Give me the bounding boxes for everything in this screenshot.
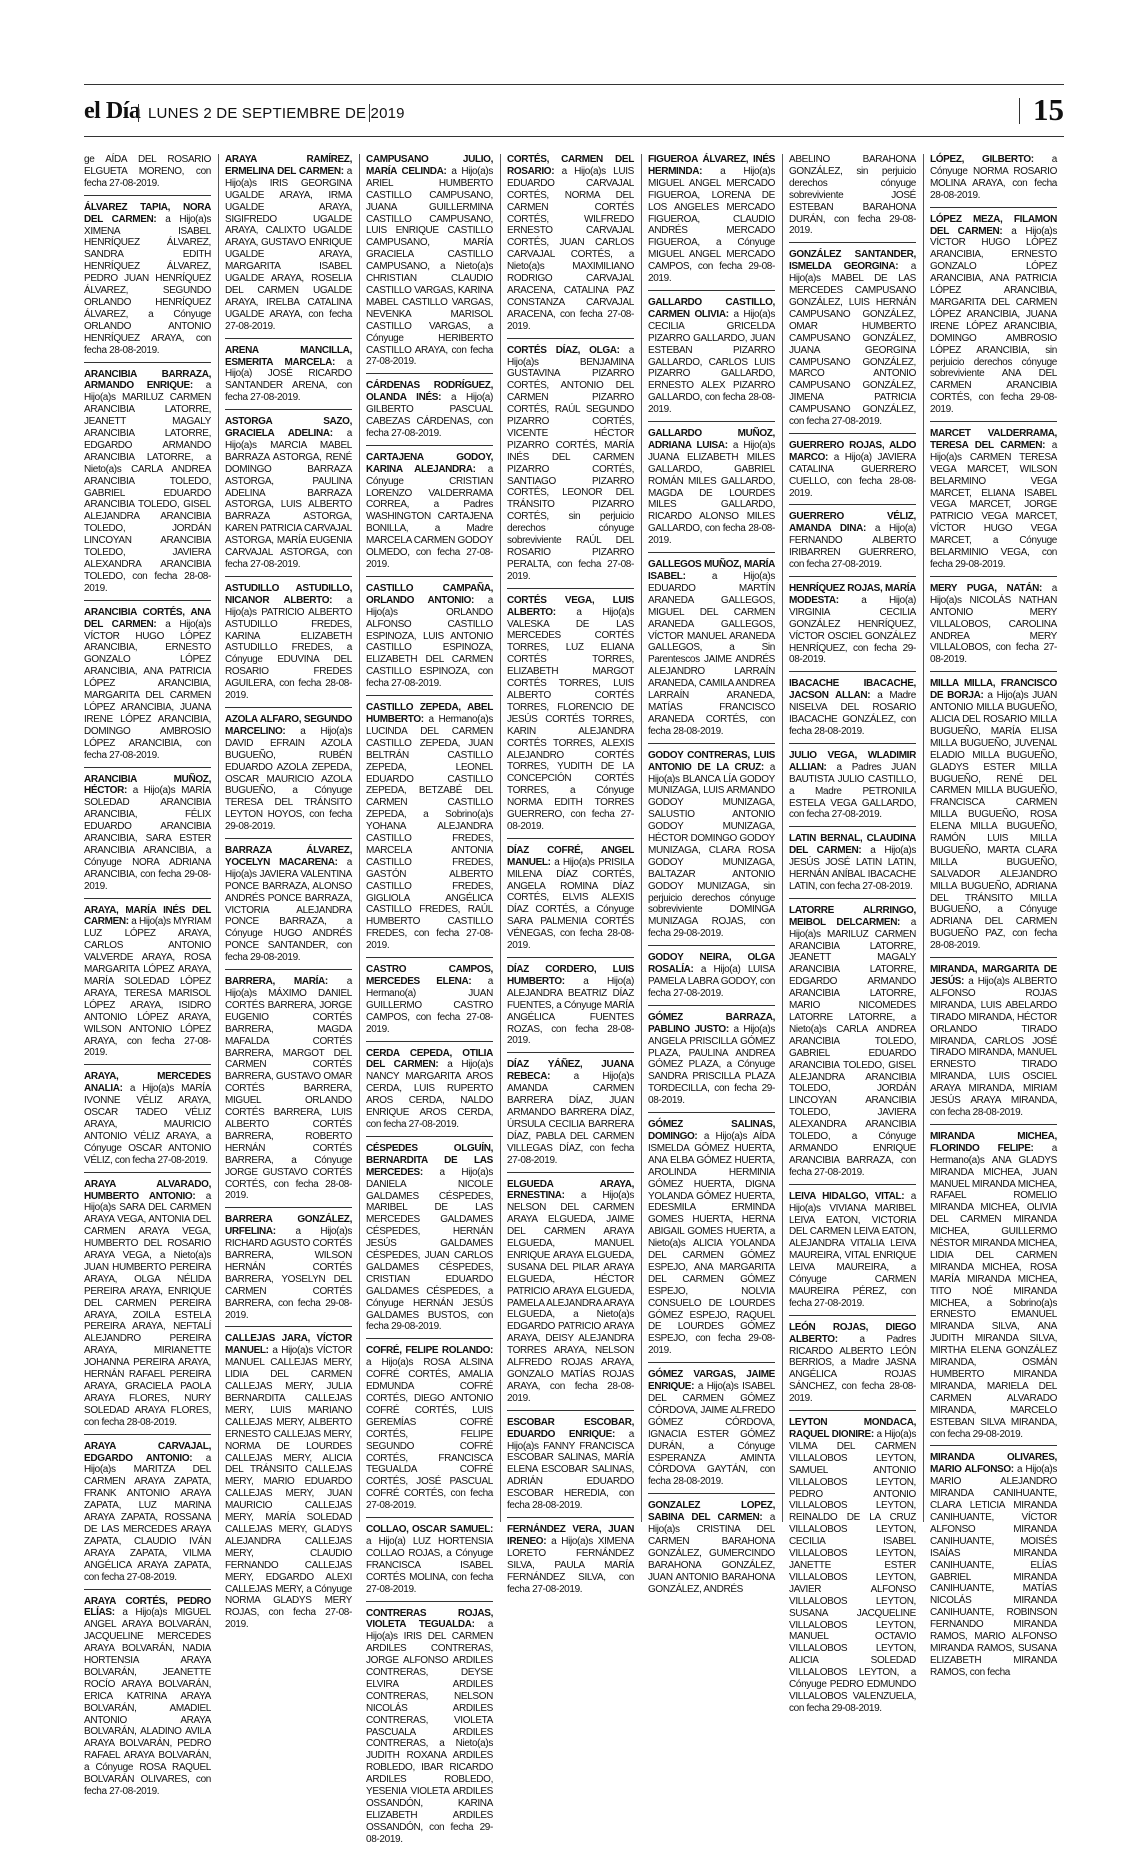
- death-notice: [930, 428, 1057, 577]
- deceased-name: CONTRERAS ROJAS, VIOLETA TEGUALDA:: [366, 1607, 493, 1631]
- heirs-text: a Hijo(a)s EDUARDO MARTÍN ARANEDA GALLEGOS, MIGUEL DEL CARMEN ARANEDA GALLEGOS, VÍCTOR MANUEL ARANEDA GALLEGOS, a Sin Parentescos JAIME ANDRÉS ALEJANDRO LARRAÍN ARANEDA, CAMILA ANDREA LARRAÍN ARANEDA, MATÍAS FRANCISCO ARANEDA CORTÉS, con fecha 28-08-2019.: [648, 571, 775, 737]
- death-notice: [84, 1596, 211, 1803]
- death-notice: [84, 154, 211, 196]
- heirs-text: a Hijo(a) LUISA PAMELA LABRA GODOY, con fecha 27-08-2019.: [648, 964, 775, 999]
- heirs-text: a Hijo(a)s MYRIAM LUZ LÓPEZ ARAYA, CARLOS ANTONIO VALVERDE ARAYA, ROSA MARGARITA LÓPEZ ARAYA, MARÍA SOLEDAD LÓPEZ ARAYA, TERESA MARISOL LÓPEZ ARAYA, ISIDRO ANTONIO LÓPEZ ARAYA, WILSON ANTONIO LÓPEZ ARAYA, con fecha 27-08-2019.: [84, 916, 211, 1059]
- deceased-name: MILLA MILLA, FRANCISCO DE BORJA:: [930, 678, 1057, 702]
- deceased-name: BARRAZA ÁLVAREZ, YOCELYN MACARENA:: [225, 845, 352, 868]
- deceased-name: MIRANDA MICHEA, FLORINDO FELIPE:: [930, 1130, 1057, 1154]
- heirs-text: a Hijo(a)s VÍCTOR MANUEL CALLEJAS MERY, LIDIA DEL CARMEN CALLEJAS MERY, JULIA BERNARDITA CALLEJAS MERY, LUIS MARIANO CALLEJAS MERY, ALBERTO ERNESTO CALLEJAS MERY, NORMA DE LOURDES CALLEJAS MERY, ALICIA DEL TRÁNSITO CALLEJAS MERY, MARIO EDUARDO CALLEJAS MERY, JUAN MAURICIO CALLEJAS MERY, MARÍA SOLEDAD CALLEJAS MERY, GLADYS ALEJANDRA CALLEJAS MERY, CLAUDIO FERNANDO CALLEJAS MERY, EDGARDO ALEXI CALLEJAS MERY, a Cónyuge NORMA GLADYS MERY ROJAS, con fecha 27-08-2019.: [225, 1345, 353, 1631]
- deceased-name: FERNÁNDEZ VERA, JUAN IRENEO:: [507, 1523, 634, 1547]
- deceased-name: GONZÁLEZ SANTANDER, ISMELDA GEORGINA:: [789, 249, 916, 273]
- death-notice: [225, 845, 352, 970]
- death-notice: [225, 154, 352, 339]
- heirs-text: a Hijo(a)s PRISILA MILENA DÍAZ CORTÉS, ANGELA ROMINA DÍAZ CORTÉS, ELVIS ALEXIS DÍAZ CORTÉS, a Cónyuge SARA PALMENIA CORTÉS VÉNEGAS, con fecha 28-08-2019.: [507, 856, 634, 952]
- column-2: [225, 154, 353, 1631]
- death-notice: [366, 1524, 493, 1601]
- death-notice: [648, 559, 775, 744]
- death-notice: [366, 964, 493, 1041]
- heirs-text: a Hijo(a)s VILMA DEL CARMEN VILLALOBOS LEYTON, SAMUEL ANTONIO VILLALOBOS LEYTON, PEDRO ANTONIO VILLALOBOS LEYTON, REINALDO DE LA CRUZ VILLALOBOS LEYTON, CECILIA ISABEL VILLALOBOS LEYTON, JANETTE ESTER VILLALOBOS LEYTON, JAVIER ALFONSO VILLALOBOS LEYTON, SUSANA JACQUELINE VILLALOBOS LEYTON, MANUEL OCTAVIO VILLALOBOS LEYTON, ALICIA SOLEDAD VILLALOBOS LEYTON, a Cónyuge PEDRO EDMUNDO VILLALOBOS VALENZUELA, con fecha 29-08-2019.: [789, 1429, 917, 1714]
- deceased-name: LEIVA HIDALGO, VITAL:: [789, 1190, 905, 1202]
- death-notice: [507, 154, 634, 339]
- deceased-name: ELGUEDA ARAYA, ERNESTINA:: [507, 1178, 634, 1202]
- heirs-text: a Hijo(a)s DANIELA NICOLE GALDAMES CÉSPEDES, MARIBEL DE LAS MERCEDES GALDAMES CÉSPEDES, HERNÁN JESÚS GALDAMES CÉSPEDES, JUAN CARLOS GALDAMES CÉSPEDES, CRISTIAN EDUARDO GALDAMES CÉSPEDES, a Cónyuge HERNÁN JESÚS GALDAMES BUSTOS, con fecha 29-08-2019.: [366, 1166, 493, 1333]
- death-notice: [366, 702, 493, 958]
- column-divider: [500, 154, 501, 1522]
- death-notice: [789, 583, 916, 672]
- column-divider: [782, 154, 783, 1522]
- deceased-name: ÁLVAREZ TAPIA, NORA DEL CARMEN:: [84, 201, 211, 225]
- deceased-name: CASTILLO CAMPAÑA, ORLANDO ANTONIO:: [366, 582, 493, 606]
- deceased-name: LATORRE ALRRINGO, MEIBOL DELCARMEN:: [789, 904, 916, 928]
- heirs-text: a Hijo(a)s FANNY FRANCISCA ESCOBAR SALINAS, MARÍA ELENA ESCOBAR SALINAS, ADRIÁN EDUARDO ESCOBAR HEREDIA, con fecha 28-08-2019.: [507, 1428, 634, 1512]
- heirs-text: a Hijo(a)s ROSA ALSINA COFRÉ CORTÉS, AMALIA EDMUNDA COFRÉ CORTÉS, DIEGO ANTONIO COFRÉ CORTÉS, LUIS GEREMÍAS COFRÉ CORTÉS, FELIPE SEGUNDO COFRÉ CORTÉS, FRANCISCA TEGUALDA COFRÉ CORTÉS, JOSÉ PASCUAL COFRÉ CORTÉS, con fecha 27-08-2019.: [366, 1357, 493, 1512]
- heirs-text: a Hijo(a)s JESÚS JOSÉ LATIN LATIN, HERNÁN ANÍBAL IBACACHE LATIN, con fecha 27-08-2019.: [789, 845, 917, 892]
- deceased-name: MERY PUGA, NATÁN:: [930, 582, 1042, 594]
- heirs-text: a Hijo(a)s MARIO ALEJANDRO MIRANDA CANIHUANTE, CLARA LETICIA MIRANDA CANIHUANTE, VÍCTOR ALFONSO MIRANDA CANIHUANTE, MOISÉS ISAÍAS MIRANDA CANIHUANTE, ELÍAS GABRIEL MIRANDA CANIHUANTE, MATÍAS NICOLÁS MIRANDA CANIHUANTE, ROBINSON FERNANDO MIRANDA RAMOS, MARIO ALFONSO MIRANDA RAMOS, SUSANA ELIZABETH MIRANDA RAMOS, con fecha: [930, 1464, 1057, 1678]
- death-notice: [789, 905, 916, 1185]
- column-divider: [359, 154, 360, 1522]
- deceased-name: ASTORGA SAZO, GRACIELA ADELINA:: [225, 416, 352, 440]
- heirs-text: a Hijo(a)s MARILUZ CARMEN ARANCIBIA LATORRE, JEANETT MAGALY ARANCIBIA LATORRE, EDGARDO ARMANDO ARANCIBIA LATORRE, MARIO NICOMEDES LATORRE LATORRE, a Nieto(a)s CARLA ANDREA ARANCIBIA TOLEDO, GABRIEL EDUARDO ARANCIBIA TOLEDO, GISEL ALEJANDRA ARANCIBIA TOLEDO, JORDÁN LINCOYAN ARANCIBIA TOLEDO, JAVIERA ALEXANDRA ARANCIBIA TOLEDO, a Cónyuge ARMANDO ENRIQUE ARANCIBIA BARRAZA, con fecha 27-08-2019.: [789, 916, 916, 1178]
- deceased-name: GÓMEZ BARRAZA, PABLINO JUSTO:: [648, 1011, 775, 1035]
- deceased-name: MIRANDA OLIVARES, MARIO ALFONSO:: [930, 1452, 1057, 1476]
- deceased-name: MIRANDA, MARGARITA DE JESÚS:: [930, 964, 1057, 987]
- deceased-name: HENRÍQUEZ ROJAS, MARÍA MODESTA:: [789, 583, 916, 606]
- death-notice: [789, 440, 916, 506]
- deceased-name: MARCET VALDERRAMA, TERESA DEL CARMEN:: [930, 428, 1057, 451]
- death-notice: [507, 1059, 634, 1172]
- death-notice: [930, 214, 1057, 422]
- death-notice: [225, 714, 352, 839]
- deceased-name: ARANCIBIA MUÑOZ, HÉCTOR:: [84, 773, 211, 797]
- heirs-text: a Hijo(a)s PATRICIO ALBERTO ASTUDILLO FREDES, KARINA ELIZABETH ASTUDILLO FREDES, a Cónyuge EDUVINA DEL ROSARIO FREDES AGUILERA, con fecha 28-08-2019.: [225, 594, 352, 702]
- death-notice: [648, 1119, 775, 1363]
- death-notice: [648, 154, 775, 291]
- death-notice: [507, 1524, 634, 1600]
- deceased-name: LEYTON MONDACA, RAQUEL DIONIRE:: [789, 1417, 916, 1440]
- deceased-name: CARTAJENA GODOY, KARINA ALEJANDRA:: [366, 451, 493, 475]
- heirs-text: a Hermano(a) JUAN GUILLERMO CASTRO CAMPOS, con fecha 27-08-2019.: [366, 976, 493, 1035]
- death-notice: [225, 345, 352, 411]
- death-notice: [648, 750, 775, 947]
- death-notice: [789, 511, 916, 577]
- death-notice: [366, 583, 493, 696]
- deceased-name: COLLAO, OSCAR SAMUEL:: [366, 1524, 493, 1536]
- heirs-text: a Hijo(a)s IRIS GEORGINA UGALDE ARAYA, IRMA UGALDE ARAYA, SIGIFREDO UGALDE ARAYA, CALIXTO UGALDE ARAYA, GUSTAVO ENRIQUE UGALDE ARAYA, MARGARITA ISABEL UGALDE ARAYA, ROSELIA DEL CARMEN UGALDE ARAYA, IRELBA CATALINA UGALDE ARAYA, con fecha 27-08-2019.: [225, 165, 352, 332]
- deceased-name: ARAYA CARVAJAL, EDGARDO ANTONIO:: [84, 1440, 211, 1464]
- deceased-name: ARAYA RAMÍREZ, ERMELINA DEL CARMEN:: [225, 154, 352, 177]
- death-notice: [648, 1500, 775, 1600]
- heirs-text: a Cónyuge NORMA ROSARIO MOLINA ARAYA, con fecha 28-08-2019.: [930, 154, 1057, 201]
- death-notice: [366, 1345, 493, 1518]
- heirs-text: a Hijo(a)s NICOLÁS NATHAN ANTONIO MERY VILLALOBOS, CAROLINA ANDREA MERY VILLALOBOS, con fecha 27-08-2019.: [930, 582, 1057, 666]
- heirs-text: a Hijo(a)s MARÍA SOLEDAD ARANCIBIA ARANCIBIA, FÉLIX EDUARDO ARANCIBIA ARANCIBIA, SARA ESTER ARANCIBIA ARANCIBIA, a Cónyuge NORA ADRIANA ARANCIBIA, con fecha 29-08-2019.: [84, 785, 211, 892]
- deceased-name: ARANCIBIA BARRAZA, ARMANDO ENRIQUE:: [84, 368, 211, 392]
- heirs-text: a Hijo(a)s MARITZA DEL CARMEN ARAYA ZAPATA, FRANK ANTONIO ARAYA ZAPATA, LUZ MARINA ARAYA ZAPATA, ROSSANA DE LAS MERCEDES ARAYA ZAPATA, CLAUDIO IVÁN ARAYA ZAPATA, VILMA ANGÉLICA ARAYA ZAPATA, con fecha 27-08-2019.: [84, 1452, 211, 1583]
- heirs-text: a Hijo(a)s NELSON DEL CARMEN ARAYA ELGUEDA, JAIME DEL CARMEN ARAYA ELGUEDA, MANUEL ENRIQUE ARAYA ELGUEDA, SUSANA DEL PILAR ARAYA ELGUEDA, HÉCTOR PATRICIO ARAYA ELGUEDA, PAMELA ALEJANDRA ARAYA ELGUEDA, a Nieto(a)s EDGARDO PATRICIO ARAYA ARAYA, DEISY ALEJANDRA TORRES ARAYA, NELSON ALFREDO ROJAS ARAYA, GONZALO MATÍAS ROJAS ARAYA, con fecha 28-08-2019.: [507, 1190, 634, 1404]
- heirs-text: a Hijo(a)s CECILIA GRICELDA PIZARRO GALLARDO, JUAN ESTEBAN PIZARRO GALLARDO, CARLOS LUIS PIZARRO GALLARDO, ERNESTO ALEX PIZARRO GALLARDO, con fecha 28-08-2019.: [648, 308, 776, 416]
- death-notice: [648, 952, 775, 1006]
- death-notice: [930, 1452, 1057, 1683]
- deceased-name: GUERRERO ROJAS, ALDO MARCO:: [789, 439, 916, 463]
- deceased-name: CALLEJAS JARA, VÍCTOR MANUEL:: [225, 1333, 352, 1357]
- death-notice: [507, 1417, 634, 1518]
- heirs-text: a Hijo(a)s IRIS DEL CARMEN ARDILES CONTRERAS, JORGE ALFONSO ARDILES CONTRERAS, DEYSE ELVIRA ARDILES CONTRERAS, NELSON NICOLÁS ARDILES CONTRERAS, VIOLETA PASCUALA ARDILES CONTRERAS, a Nieto(a)s JUDITH ROXANA ARDILES ROBLEDO, IBAR RICARDO ARDILES ROBLEDO, YESENIA VIOLETA ARDILES OSSANDÓN, KARINA ELIZABETH ARDILES OSSANDÓN, con fecha 29-08-2019.: [366, 1619, 493, 1845]
- deceased-name: ARENA MANCILLA, ESMERITA MARCELA:: [225, 344, 352, 368]
- death-notice: [84, 369, 211, 601]
- deceased-name: CÉSPEDES OLGUÍN, BERNARDITA DE LAS MERCEDES:: [366, 1142, 493, 1178]
- death-notice: [648, 1012, 775, 1113]
- heirs-text: a Hijo(a)s JUAN ANTONIO MILLA BUGUEÑO, ALICIA DEL ROSARIO MILLA BUGUEÑO, MARÍA ELISA MILLA BUGUEÑO, JUVENAL ELADIO MILLA BUGUEÑO, GLADYS ESTER MILLA BUGUEÑO, RENÉ DEL CARMEN MILLA BUGUEÑO, FRANCISCA CARMEN MILLA BUGUEÑO, ROSA ELENA MILLA BUGUEÑO, RAMÓN LUIS MILLA BUGUEÑO, MARTA CLARA MILLA BUGUEÑO, SALVADOR ALEJANDRO MILLA BUGUEÑO, ADRIANA DEL TRÁNSITO MILLA BUGUEÑO, a Cónyuge ADRIANA DEL CARMEN BUGUEÑO PAZ, con fecha 28-08-2019.: [930, 690, 1057, 952]
- death-notice: [507, 345, 634, 589]
- header-divider: [369, 104, 370, 122]
- heirs-text: a Hijo(a)s RICHARD AGUSTO CORTÉS BARRERA, WILSON HERNÁN CORTÉS BARRERA, YOSELYN DEL CARMEN CORTÉS BARRERA, con fecha 29-08-2019.: [225, 1226, 352, 1321]
- deceased-name: GÓMEZ SALINAS, DOMINGO:: [648, 1119, 775, 1142]
- heirs-text: a Hijo(a)s VALESKA DE LAS MERCEDES CORTÉS TORRES, LUZ ELIANA CORTÉS TORRES, ELIZABETH MARGOT CORTÉS TORRES, LUIS ALBERTO CORTÉS TORRES, FLORENCIO DE JESÚS CORTÉS TORRES, KARIN ALEJANDRA CORTÉS TORRES, ALEXIS ALEJANDRO CORTÉS TORRES, YUDITH DE LA CONCEPCIÓN CORTÉS TORRES, a Cónyuge NORMA EDITH TORRES GUERRERO, con fecha 27-08-2019.: [507, 606, 634, 832]
- deceased-name: CASTILLO ZEPEDA, ABEL HUMBERTO:: [366, 702, 493, 725]
- death-notice: [789, 1322, 916, 1411]
- death-notice: [648, 1369, 775, 1494]
- death-notice: [366, 1048, 493, 1137]
- death-notice: [648, 297, 775, 422]
- death-notice: [84, 1179, 211, 1435]
- death-notice: [84, 202, 211, 363]
- heirs-text: a Hijo(a)s CARMEN TERESA VEGA MARCET, WILSON BELARMINO VEGA MARCET, ELIANA ISABEL VEGA MARCET, JORGE PATRICIO VEGA MARCET, VÍCTOR HUGO VEGA MARCET, a Cónyuge BELARMINIO VEGA, con fecha 29-08-2019.: [930, 439, 1057, 570]
- deceased-name: CERDA CEPEDA, OTILIA DEL CARMEN:: [366, 1047, 493, 1071]
- heirs-text: a Hijo(a)s MIGUEL ANGEL MERCADO FIGUEROA, LORENA DE LOS ANGELES MERCADO FIGUEROA, CLAUDIO ANDRÉS MERCADO FIGUEROA, a Cónyuge MIGUEL ANGEL MERCADO CAMPOS, con fecha 29-08-2019.: [648, 165, 775, 285]
- death-notice: [225, 583, 352, 708]
- column-6: [789, 154, 917, 1714]
- top-rule: [84, 84, 1064, 85]
- column-1: [84, 154, 212, 1797]
- death-notice: [366, 1608, 493, 1851]
- deceased-name: AZOLA ALFARO, SEGUNDO MARCELINO:: [225, 713, 352, 737]
- heirs-text: a Hijo(a) FERNANDO ALBERTO IRIBARREN GUERRERO, con fecha 27-08-2019.: [789, 523, 916, 571]
- column-3: [366, 154, 494, 1845]
- heirs-text: a Hijo(a) JOSÉ RICARDO SANTANDER ARENA, con fecha 27-08-2019.: [225, 356, 352, 404]
- heirs-text: a Hijo(a)s MÁXIMO DANIEL CORTÉS BARRERA, JORGE EUGENIO CORTÉS BARRERA, MAGDA MAFALDA CORTÉS BARRERA, MARGOT DEL CARMEN CORTÉS BARRERA, GUSTAVO OMAR CORTÉS BARRERA, MIGUEL ORLANDO CORTÉS BARRERA, LUIS ALBERTO CORTÉS BARRERA, ROBERTO HERNÁN CORTÉS BARRERA, a Cónyuge JORGE GUSTAVO CORTÉS CORTÉS, con fecha 28-08-2019.: [225, 976, 352, 1202]
- header-rule: [84, 136, 1064, 137]
- death-notice: [366, 380, 493, 446]
- heirs-text: a Hermano(a)s ANA GLADYS MIRANDA MICHEA, JUAN MANUEL MIRANDA MICHEA, RAFAEL ROMELIO MIRANDA MICHEA, OLIVIA DEL CARMEN MIRANDA MICHEA, GUILLERMO NÉSTOR MIRANDA MICHEA, LIDIA DEL CARMEN MIRANDA MICHEA, ROSA MARÍA MIRANDA MICHEA, TITO NOÉ MIRANDA MICHEA, a Sobrino(a)s ERNESTO EMANUEL MIRANDA SILVA, ANA JUDITH MIRANDA SILVA, MIRTHA ELENA GONZÁLEZ MIRANDA, OSMÁN HUMBERTO MIRANDA MIRANDA, MARIELA DEL CARMEN ALVARADO MIRANDA, MARCELO ESTEBAN SILVA MIRANDA, con fecha 29-08-2019.: [930, 1142, 1057, 1440]
- heirs-text: a Hijo(a)s BENJAMINA GUSTAVINA PIZARRO CORTÉS, ANTONIO DEL CARMEN PIZARRO CORTÉS, RAÚL SEGUNDO PIZARRO CORTÉS, VICENTE HÉCTOR PIZARRO CORTÉS, MARÍA INÉS DEL CARMEN PIZARRO CORTÉS, SANTIAGO PIZARRO CORTÉS, LEONOR DEL TRÁNSITO PIZARRO CORTÉS, sin perjuicio derechos cónyuge sobreviviente RAÚL DEL ROSARIO PIZARRO PERALTA, con fecha 27-08-2019.: [507, 344, 634, 582]
- heirs-text: ABELINO BARAHONA GONZÁLEZ, sin perjuicio derechos cónyuge sobreviviente JOSÉ ESTEBAN BARAHONA DURÁN, con fecha 29-08-2019.: [789, 154, 916, 237]
- heirs-text: a Hijo(a)s ISABEL DEL CARMEN GÓMEZ CÓRDOVA, JAIME ALFREDO GÓMEZ CÓRDOVA, IGNACIA ESTER GÓMEZ DURÁN, a Cónyuge ESPERANZA AMINTA CÓRDOVA GAYTÁN, con fecha 28-08-2019.: [648, 1381, 776, 1488]
- heirs-text: a Hijo(a)s MARÍA IVONNE VÉLIZ ARAYA, OSCAR TADEO VÉLIZ ARAYA, MAURICIO ANTONIO VÉLIZ ARAYA, a Cónyuge OSCAR ANTONIO VÉLIZ, con fecha 27-08-2019.: [84, 1083, 211, 1166]
- heirs-text: a Padres RICARDO ALBERTO LEÓN BERRIOS, a Madre JASNA ANGÉLICA ROJAS SÁNCHEZ, con fecha 28-08-2019.: [789, 1333, 916, 1405]
- death-notice: [930, 964, 1057, 1125]
- deceased-name: LEÓN ROJAS, DIEGO ALBERTO:: [789, 1321, 916, 1345]
- death-notice: [789, 678, 916, 744]
- death-notice: [366, 154, 493, 374]
- deceased-name: ARAYA, MARÍA INÉS DEL CARMEN:: [84, 904, 211, 928]
- notice-columns: [84, 154, 1064, 1845]
- issue-date: LUNES 2 DE SEPTIEMBRE DE 2019: [148, 105, 405, 122]
- death-notice: [225, 416, 352, 577]
- heirs-text: ge AÍDA DEL ROSARIO ELGUETA MORENO, con fecha 27-08-2019.: [84, 154, 211, 189]
- death-notice: [930, 583, 1057, 672]
- heirs-text: a Hijo(a)s MARILUZ CARMEN ARANCIBIA LATORRE, JEANETT MAGALY ARANCIBIA LATORRE, EDGARDO ARMANDO ARANCIBIA LATORRE, a Nieto(a)s CARLA ANDREA ARANCIBIA TOLEDO, GABRIEL EDUARDO ARANCIBIA TOLEDO, GISEL ALEJANDRA ARANCIBIA TOLEDO, JORDÁN LINCOYAN ARANCIBIA TOLEDO, JAVIERA ALEXANDRA ARANCIBIA TOLEDO, con fecha 28-08-2019.: [84, 380, 211, 594]
- deceased-name: FIGUEROA ÁLVAREZ, INÉS HERMINDA:: [648, 154, 775, 177]
- deceased-name: CORTÉS VEGA, LUIS ALBERTO:: [507, 594, 634, 618]
- deceased-name: LATIN BERNAL, CLAUDINA DEL CARMEN:: [789, 833, 916, 857]
- column-divider: [218, 154, 219, 1522]
- heirs-text: a Hijo(a)s ANGELA PRISCILLA GÓMEZ PLAZA, PAULINA ANDREA GÓMEZ PLAZA, a Cónyuge SANDRA PRISCILLA PLAZA TORDECILLA, con fecha 29-08-2019.: [648, 1023, 775, 1107]
- deceased-name: ARAYA, MERCEDES ANALIA:: [84, 1071, 211, 1095]
- heirs-text: a Hijo(a)s DAVID EFRAIN AZOLA BUGUEÑO, RUBÉN EDUARDO AZOLA ZEPEDA, OSCAR MAURICIO AZOLA BUGUEÑO, a Cónyuge TERESA DEL TRÁNSITO LEYTON HOYOS, con fecha 29-08-2019.: [225, 725, 352, 833]
- deceased-name: CORTÉS, CARMEN DEL ROSARIO:: [507, 154, 634, 177]
- death-notice: [789, 833, 916, 899]
- death-notice: [84, 1071, 211, 1172]
- heirs-text: a Hijo(a)s VÍCTOR HUGO LÓPEZ ARANCIBIA, ERNESTO GONZALO LÓPEZ ARANCIBIA, ANA PATRICIA LÓPEZ ARANCIBIA, MARGARITA DEL CARMEN LÓPEZ ARANCIBIA, JUANA IRENE LÓPEZ ARANCIBIA, DOMINGO AMBROSIO LÓPEZ ARANCIBIA, sin perjuicio derechos cónyuge sobreviviente ANA DEL CARMEN ARANCIBIA CORTÉS, con fecha 29-08-2019.: [930, 225, 1058, 416]
- death-notice: [225, 1333, 352, 1636]
- heirs-text: a Padres JUAN BAUTISTA JULIO CASTILLO, a Madre PETRONILA ESTELA VEGA GALLARDO, con fecha 27-08-2019.: [789, 761, 916, 821]
- deceased-name: ARAYA CORTÉS, PEDRO ELÍAS:: [84, 1595, 211, 1619]
- deceased-name: CAMPUSANO JULIO, MARÍA CELINDA:: [366, 154, 493, 177]
- deceased-name: DÍAZ CORDERO, LUIS HUMBERTO:: [507, 964, 634, 987]
- death-notice: [789, 249, 916, 434]
- deceased-name: GALLARDO CASTILLO, CARMEN OLIVIA:: [648, 296, 775, 320]
- heirs-text: a Hijo(a)s AMANDA CARMEN BARRERA DÍAZ, JUAN ARMANDO BARRERA DÍAZ, ÚRSULA CECILIA BARRERA DÍAZ, PABLA DEL CARMEN VILLEGAS DÍAZ, con fecha 27-08-2019.: [507, 1071, 634, 1166]
- heirs-text: a Hijo(a)s NANCY MARGARITA AROS CERDA, LUIS RUPERTO AROS CERDA, NALDO ENRIQUE AROS CERDA, con fecha 27-08-2019.: [366, 1059, 494, 1130]
- column-divider: [923, 154, 924, 1522]
- death-notice: [366, 1143, 493, 1340]
- deceased-name: GALLARDO MUÑOZ, ADRIANA LUISA:: [648, 428, 775, 451]
- deceased-name: DÍAZ YÁÑEZ, JUANA REBECA:: [507, 1059, 634, 1083]
- heirs-text: a Hijo(a) JAVIERA CATALINA GUERRERO CUELLO, con fecha 28-08-2019.: [789, 451, 916, 499]
- column-5: [648, 154, 776, 1595]
- death-notice: [789, 154, 916, 243]
- heirs-text: a Hijo(a)s ALBERTO ALFONSO ROJAS MIRANDA, LUIS ABELARDO TIRADO MIRANDA, HÉCTOR ORLANDO TIRADO MIRANDA, CARLOS JOSÉ TIRADO MIRANDA, MANUEL ERNESTO TIRADO MIRANDA, LUIS OSCIEL ARAYA MIRANDA, MIRIAM JESÚS ARAYA MIRANDA, con fecha 28-08-2019.: [930, 976, 1057, 1118]
- deceased-name: LÓPEZ, GILBERTO:: [930, 154, 1034, 165]
- deceased-name: GONZALEZ LOPEZ, SABINA DEL CARMEN:: [648, 1500, 775, 1524]
- heirs-text: a Hijo(a)s MIGUEL ANGEL ARAYA BOLVARÁN, JACQUELINE MERCEDES ARAYA BOLVARÁN, NADIA HORTENSIA ARAYA BOLVARÁN, JEANETTE ROCÍO ARAYA BOLVARÁN, ERICA KATRINA ARAYA BOLVARÁN, AMADIEL ANTONIO ARAYA BOLVARÁN, ALADINO AVILA ARAYA BOLVARÁN, PEDRO RAFAEL ARAYA BOLVARÁN, a Cónyuge ROSA RAQUEL BOLVARÁN OLIVARES, con fecha 27-08-2019.: [84, 1607, 211, 1797]
- death-notice: [930, 154, 1057, 208]
- death-notice: [507, 845, 634, 958]
- deceased-name: GODOY NEIRA, OLGA ROSALÍA:: [648, 952, 775, 976]
- header-divider: [1019, 98, 1020, 124]
- deceased-name: GALLEGOS MUÑOZ, MARÍA ISABEL:: [648, 559, 775, 582]
- heirs-text: a Cónyuge CRISTIAN LORENZO VALDERRAMA CORREA, a Padres WASHINGTON CARTAJENA BONILLA, a Madre MARCELA CARMEN GODOY OLMEDO, con fecha 27-08-2019.: [366, 463, 493, 570]
- death-notice: [648, 428, 775, 553]
- heirs-text: a Hijo(a)s MARCIA MABEL BARRAZA ASTORGA, RENÉ DOMINGO BARRAZA ASTORGA, PAULINA ADELINA BARRAZA ASTORGA, LUIS ALBERTO BARRAZA ASTORGA, KAREN PATRICIA CARVAJAL ASTORGA, MARÍA EUGENIA CARVAJAL ASTORGA, con fecha 27-08-2019.: [225, 428, 352, 570]
- heirs-text: a Hijo(a)s ORLANDO ALFONSO CASTILLO ESPINOZA, LUIS ANTONIO CASTILLO ESPINOZA, ELIZABETH DEL CARMEN CASTILLO ESPINOZA, con fecha 27-08-2019.: [366, 594, 493, 690]
- heirs-text: a Hijo(a)s SARA DEL CARMEN ARAYA VEGA, ANTONIA DEL CARMEN ARAYA VEGA, HUMBERTO DEL ROSARIO ARAYA VEGA, a Nieto(a)s JUAN HUMBERTO PEREIRA ARAYA, OLGA NÉLIDA PEREIRA ARAYA, ENRIQUE DEL CARMEN PEREIRA ARAYA, ZOILA ESTELA PEREIRA ARAYA, NEFTALÍ ALEJANDRO PEREIRA ARAYA, MIRIANETTE JOHANNA PEREIRA ARAYA, HERNÁN RAFAEL PEREIRA ARAYA, GRACIELA PAOLA ARAYA FLORES, NURY SOLEDAD ARAYA FLORES, con fecha 28-08-2019.: [84, 1190, 211, 1428]
- heirs-text: a Hijo(a) GILBERTO PASCUAL CABEZAS CÁRDENAS, con fecha 27-08-2019.: [366, 392, 493, 439]
- heirs-text: a Hijo(a)s ARIEL HUMBERTO CASTILLO CAMPUSANO, JUANA GUILLERMINA CASTILLO CAMPUSANO, LUIS ENRIQUE CASTILLO CAMPUSANO, MARÍA GRACIELA CASTILLO CAMPUSANO, a Nieto(a)s CHRISTIAN CLAUDIO CASTILLO VARGAS, KARINA MABEL CASTILLO VARGAS, NEVENKA MARISOL CASTILLO VARGAS, a Cónyuge HERIBERTO CASTILLO ARAYA, con fecha 27-08-2019.: [366, 165, 494, 368]
- death-notice: [789, 1417, 916, 1720]
- death-notice: [366, 452, 493, 577]
- deceased-name: GUERRERO VÉLIZ, AMANDA DINA:: [789, 511, 916, 535]
- heirs-text: a Hermano(a)s LUCINDA DEL CARMEN CASTILLO ZEPEDA, JUAN BELTRÁN CASTILLO ZEPEDA, LEONEL EDUARDO CASTILLO ZEPEDA, BETZABÉ DEL CARMEN CASTILLO ZEPEDA, a Sobrino(a)s YOHANA ALEJANDRA CASTILLO FREDES, MARCELA ANTONIA CASTILLO FREDES, GASTÓN ALBERTO CASTILLO FREDES, GIGLIOLA ANGÉLICA CASTILLO FREDES, RAÚL HUMBERTO CASTILLO FREDES, con fecha 27-08-2019.: [366, 713, 493, 952]
- deceased-name: IBACACHE IBACACHE, JACSON ALLAN:: [789, 678, 916, 702]
- heirs-text: a Hijo(a) VIRGINIA CECILIA GONZÁLEZ HENRÍQUEZ, VÍCTOR OSCIEL GONZÁLEZ HENRÍQUEZ, con fecha 29-08-2019.: [789, 594, 916, 666]
- death-notice: [84, 905, 211, 1066]
- heirs-text: a Madre NISELVA DEL ROSARIO IBACACHE GONZÁLEZ, con fecha 28-08-2019.: [789, 690, 916, 737]
- page-header: [84, 92, 1064, 132]
- death-notice: [225, 976, 352, 1208]
- deceased-name: ARANCIBIA CORTÉS, ANA DEL CARMEN:: [84, 606, 211, 630]
- death-notice: [930, 1131, 1057, 1447]
- heirs-text: a Hijo(a)s LUIS EDUARDO CARVAJAL CORTÉS, NORMA DEL CARMEN CORTÉS CORTÉS, WILFREDO ERNESTO CARVAJAL CORTÉS, JUAN CARLOS CARVAJAL CORTÉS, a Nieto(a)s MAXIMILIANO RODRIGO CARVAJAL ARACENA, CATALINA PAZ CONSTANZA CARVAJAL ARACENA, con fecha 27-08-2019.: [507, 165, 634, 332]
- column-divider: [641, 154, 642, 1522]
- heirs-text: a Hijo(a)s BLANCA LÍA GODOY MUNIZAGA, LUIS ARMANDO GODOY MUNIZAGA, SALUSTIO ANTONIO GODOY MUNIZAGA, HÉCTOR DOMINGO GODOY MUNIZAGA, CLARA ROSA GODOY MUNIZAGA, BALTAZAR ANTONIO GODOY MUNIZAGA, sin perjuicio derechos cónyuge sobreviviente DOMINGA MUNIZAGA ROJAS, con fecha 29-08-2019.: [648, 761, 775, 940]
- column-7: [930, 154, 1058, 1678]
- newspaper-logo: el Día: [84, 98, 141, 124]
- deceased-name: BARRERA, MARÍA:: [225, 976, 328, 988]
- deceased-name: CÁRDENAS RODRÍGUEZ, OLANDA INÉS:: [366, 380, 493, 404]
- deceased-name: CORTÉS DÍAZ, OLGA:: [507, 344, 620, 356]
- death-notice: [507, 1179, 634, 1411]
- death-notice: [84, 607, 211, 768]
- page-number: 15: [1033, 92, 1064, 127]
- death-notice: [789, 750, 916, 827]
- deceased-name: BARRERA GONZÁLEZ, URFELINA:: [225, 1214, 352, 1238]
- heirs-text: a Hijo(a) ALEJANDRA BEATRIZ DÍAZ FUENTES, a Cónyuge MARÍA ANGÉLICA FUENTES ROZAS, con fecha 28-08-2019.: [507, 975, 634, 1047]
- death-notice: [507, 964, 634, 1053]
- deceased-name: DÍAZ COFRÉ, ANGEL MANUEL:: [507, 844, 634, 868]
- death-notice: [930, 678, 1057, 958]
- deceased-name: JULIO VEGA, WLADIMIR ALLIAN:: [789, 749, 916, 773]
- heirs-text: a Hijo(a) LUZ HORTENSIA COLLAO ROJAS, a Cónyuge FRANCISCA ISABEL CORTÉS MOLINA, con fecha 27-08-2019.: [366, 1535, 493, 1595]
- deceased-name: GÓMEZ VARGAS, JAIME ENRIQUE:: [648, 1369, 775, 1393]
- deceased-name: LÓPEZ MEZA, FILAMON DEL CARMEN:: [930, 213, 1057, 237]
- deceased-name: COFRÉ, FELIPE ROLANDO:: [366, 1345, 493, 1357]
- heirs-text: a Hijo(a)s CRISTINA DEL CARMEN BARAHONA GONZÁLEZ, GUMERCINDO BARAHONA GONZÁLEZ, JUAN ANTONIO BARAHONA GONZÁLEZ, ANDRÉS: [648, 1512, 775, 1595]
- deceased-name: ASTUDILLO ASTUDILLO, NICANOR ALBERTO:: [225, 582, 352, 606]
- heirs-text: a Hijo(a)s XIMENA ISABEL HENRÍQUEZ ÁLVAREZ, SANDRA EDITH HENRÍQUEZ ÁLVAREZ, PEDRO JUAN HENRÍQUEZ ÁLVAREZ, SEGUNDO ORLANDO HENRÍQUEZ ÁLVAREZ, a Cónyuge ORLANDO ANTONIO HENRÍQUEZ ARAYA, con fecha 28-08-2019.: [84, 213, 212, 356]
- death-notice: [507, 595, 634, 839]
- heirs-text: a Hijo(a)s XIMENA LORETO FERNÁNDEZ SILVA, PAULA MARÍA FERNÁNDEZ SILVA, con fecha 27-08-2019.: [507, 1535, 634, 1595]
- header-divider: [138, 104, 139, 122]
- heirs-text: a Hijo(a)s VÍCTOR HUGO LÓPEZ ARANCIBIA, ERNESTO GONZALO LÓPEZ ARANCIBIA, ANA PATRICIA LÓPEZ ARANCIBIA, MARGARITA DEL CARMEN LÓPEZ ARANCIBIA, JUANA IRENE LÓPEZ ARANCIBIA, DOMINGO AMBROSIO LÓPEZ ARANCIBIA, con fecha 27-08-2019.: [84, 618, 212, 761]
- death-notice: [225, 1214, 352, 1327]
- heirs-text: a Hijo(a)s VIVIANA MARIBEL LEIVA EATON, VICTORIA DEL CARMEN LEIVA EATON, ALEJANDRA VITALIA LEIVA MAUREIRA, VITAL ENRIQUE LEIVA MAUREIRA, a Cónyuge CARMEN MAUREIRA PÉREZ, con fecha 27-08-2019.: [789, 1190, 916, 1309]
- deceased-name: GODOY CONTRERAS, LUIS ANTONIO DE LA CRUZ:: [648, 749, 775, 773]
- death-notice: [84, 774, 211, 899]
- heirs-text: a Hijo(a)s JUANA ELIZABETH MILES GALLARDO, GABRIEL ROMÁN MILES GALLARDO, MAGDA DE LOURDES MILES GALLARDO, RICARDO ALONSO MILES GALLARDO, con fecha 28-08-2019.: [648, 439, 775, 547]
- deceased-name: ESCOBAR ESCOBAR, EDUARDO ENRIQUE:: [507, 1416, 634, 1440]
- death-notice: [789, 1191, 916, 1316]
- heirs-text: a Hijo(a)s JAVIERA VALENTINA PONCE BARRAZA, ALONSO ANDRÉS PONCE BARRAZA, VICTORIA ALEJANDRA PONCE BARRAZA, a Cónyuge HUGO ANDRÉS PONCE SANTANDER, con fecha 29-08-2019.: [225, 856, 352, 964]
- deceased-name: ARAYA ALVARADO, HUMBERTO ANTONIO:: [84, 1178, 211, 1202]
- death-notice: [84, 1441, 211, 1590]
- deceased-name: CASTRO CAMPOS, MERCEDES ELENA:: [366, 964, 493, 987]
- heirs-text: a Hijo(a)s MABEL DE LAS MERCEDES CAMPUSANO GONZÁLEZ, LUIS HERNÁN CAMPUSANO GONZÁLEZ, OMAR HUMBERTO CAMPUSANO GONZÁLEZ, JUANA GEORGINA CAMPUSANO GONZÁLEZ, MARCO ANTONIO CAMPUSANO GONZÁLEZ, JIMENA PATRICIA CAMPUSANO GONZÁLEZ, con fecha 27-08-2019.: [789, 261, 916, 428]
- heirs-text: a Hijo(a)s AÍDA ISMELDA GÓMEZ HUERTA, ANA ELBA GÓMEZ HUERTA, AROLINDA HERMINIA GÓMEZ HUERTA, DIGNA YOLANDA GÓMEZ HUERTA, EDESMILA ERMINDA GOMES HUERTA, HERNA ABIGAIL GOMES HUERTA, a Nieto(a)s ALICIA YOLANDA DEL CARMEN GÓMEZ ESPEJO, ANA MARGARITA DEL CARMEN GÓMEZ ESPEJO, NOLVIA CONSUELO DE LOURDES GÓMEZ ESPEJO, RAQUEL DE LOURDES GÓMEZ ESPEJO, con fecha 29-08-2019.: [648, 1130, 776, 1357]
- column-4: [507, 154, 634, 1595]
